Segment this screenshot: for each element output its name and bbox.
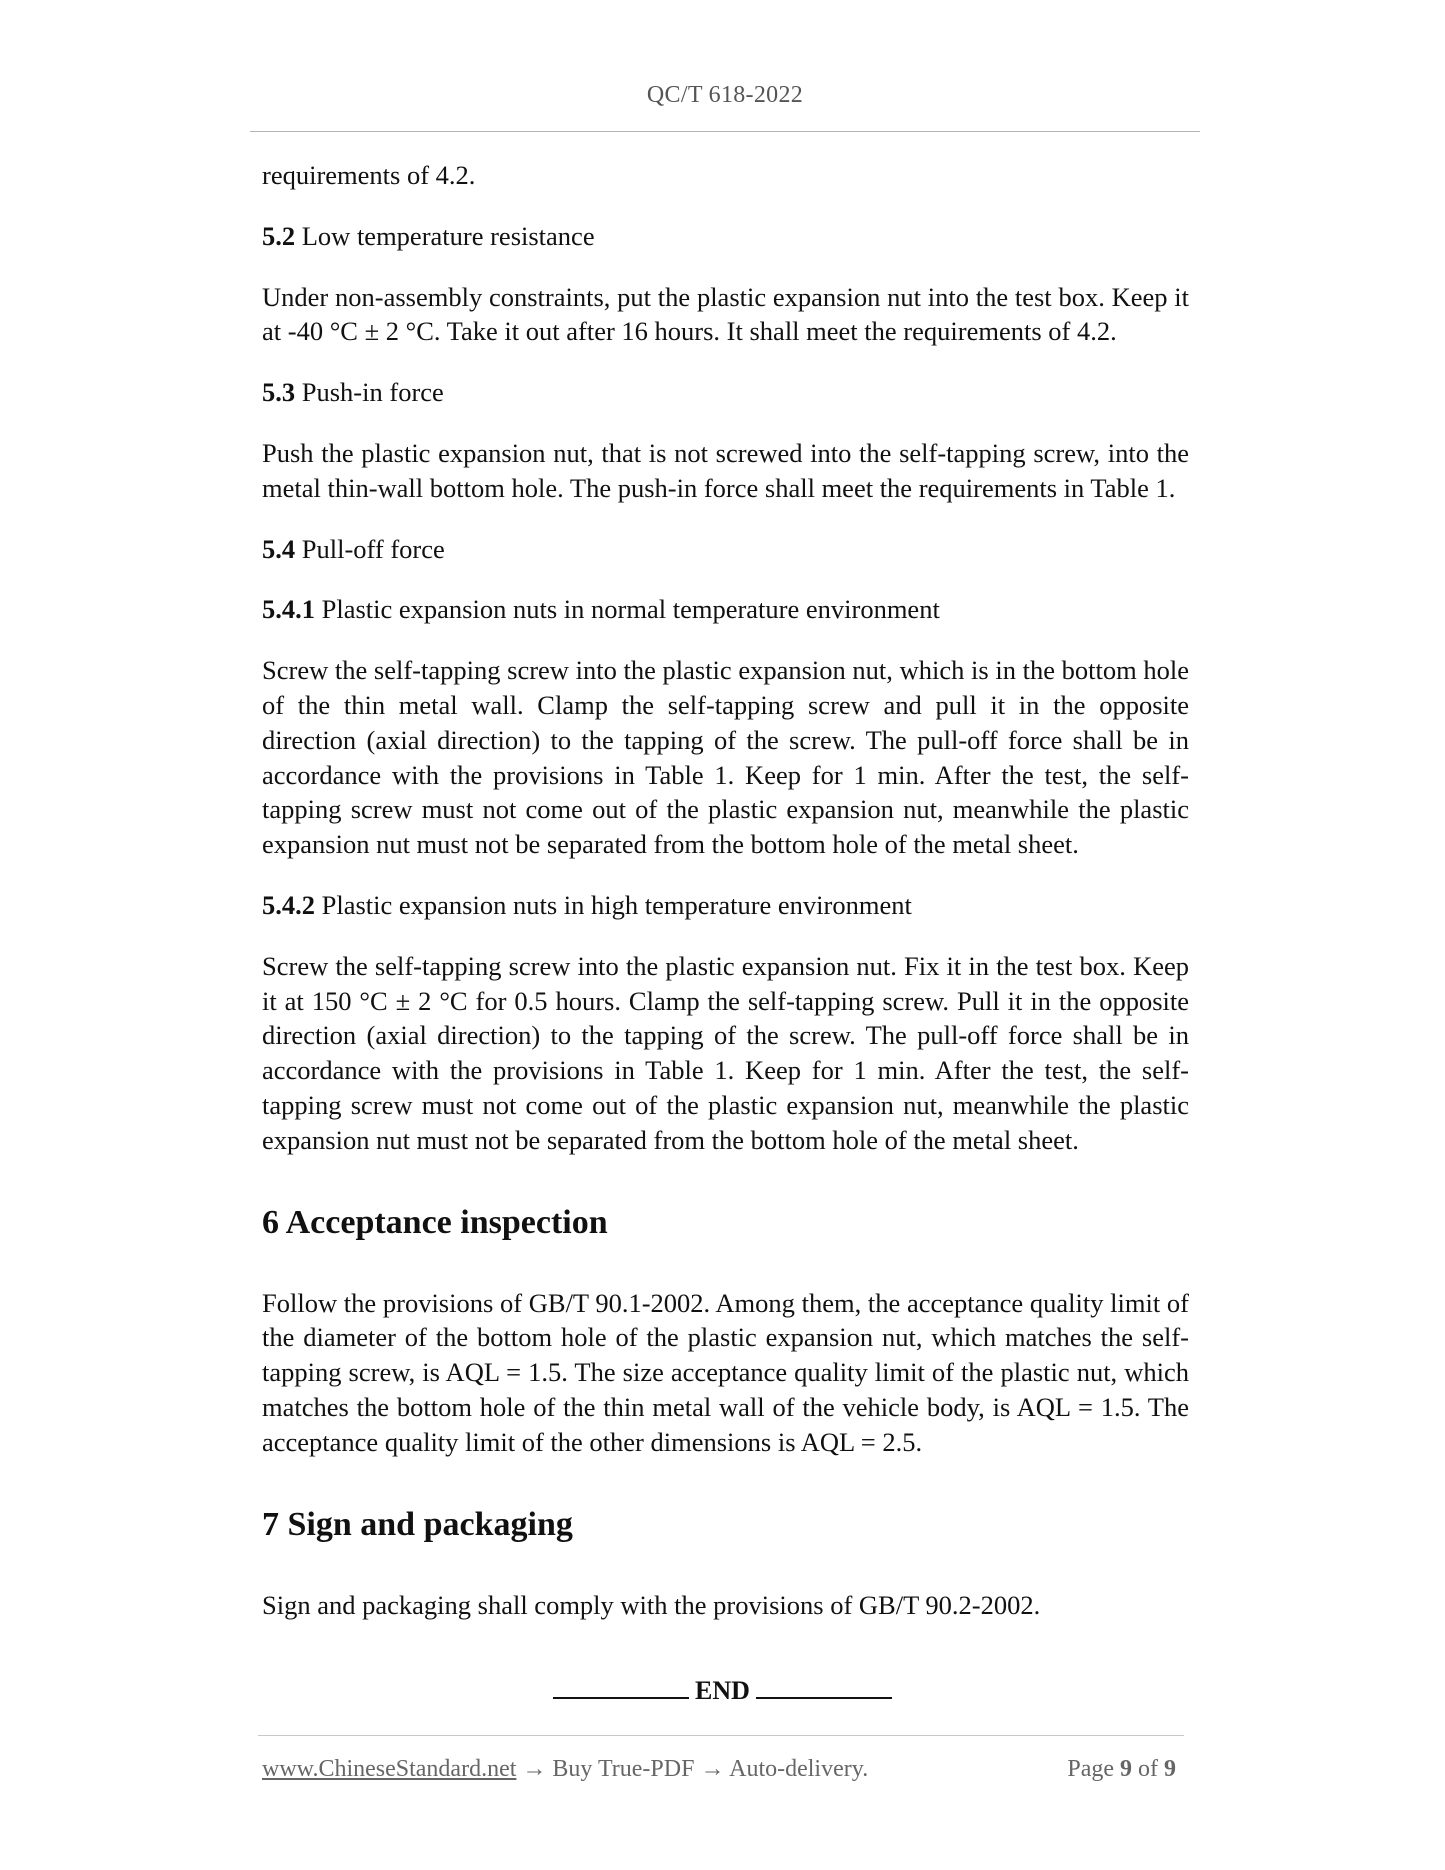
end-text: END [695, 1676, 750, 1705]
clause-5-3-heading [262, 375, 1189, 410]
clause-5-4-heading [262, 532, 1189, 567]
clause-title: Low temperature resistance [301, 220, 595, 251]
page-total: 9 [1164, 1756, 1176, 1782]
clause-number: 5.4.2 [262, 889, 315, 920]
paragraph-5-3: Push the plastic expansion nut, that is not screwed into the self-tapping screw, into the metal thin-wall bottom hole. The push-in force shall meet the requirements in Table 1. [262, 437, 1189, 503]
promo-text: → Buy True-PDF → Auto-delivery. [516, 1756, 869, 1782]
section-6-heading: 6 Acceptance inspection [262, 1203, 608, 1241]
clause-5-4-2-heading [262, 888, 1189, 923]
paragraph-7: Sign and packaging shall comply with the provisions of GB/T 90.2-2002. [262, 1589, 1041, 1620]
paragraph-5-4-1: Screw the self-tapping screw into the plastic expansion nut, which is in the bottom hole of the thin metal wall. Clamp the self-tapping screw and pull it in the opposite direction (axial direction) to the tapping of the screw. The pull-off force shall be in accordance with the provisions in Table 1. Keep for 1 min. After the test, the self-tapping screw must not come out of the plastic expansion nut, meanwhile the plastic expansion nut must not be separated from the bottom hole of the metal sheet. [262, 655, 1189, 860]
clause-title: Plastic expansion nuts in normal temperature environment [321, 594, 940, 625]
footer-divider [258, 1735, 1184, 1736]
clause-5-4-1-heading [262, 592, 1189, 627]
clause-title: Push-in force [301, 377, 444, 408]
paragraph-5-4-2: Screw the self-tapping screw into the plastic expansion nut. Fix it in the test box. Keep it at 150 °C ± 2 °C for 0.5 hours. Clamp the self-tapping screw. Pull it in the opposite direction (axial direction) to the tapping of the screw. The pull-off force shall be in accordance with the provisions in Table 1. Keep for 1 min. After the test, the self-tapping screw must not come out of the plastic expansion nut, meanwhile the plastic expansion nut must not be separated from the bottom hole of the metal sheet. [262, 950, 1189, 1155]
clause-number: 5.3 [262, 377, 296, 408]
page-footer [262, 1756, 1182, 1783]
end-rule-left [553, 1677, 689, 1699]
website-link[interactable]: www.ChineseStandard.net [262, 1756, 517, 1782]
clause-5-2-heading [262, 219, 1189, 254]
page-current: 9 [1120, 1756, 1132, 1782]
end-rule-right [756, 1677, 892, 1699]
header-divider [250, 131, 1200, 132]
clause-title: Plastic expansion nuts in high temperature environment [321, 889, 912, 920]
page-header: QC/T 618-2022 [646, 82, 804, 108]
page-label: Page [1067, 1756, 1114, 1782]
clause-title: Pull-off force [301, 533, 445, 564]
of-label: of [1138, 1756, 1158, 1782]
clause-number: 5.4.1 [262, 594, 315, 625]
document-body [262, 158, 1189, 1648]
paragraph-6: Follow the provisions of GB/T 90.1-2002. Among them, the acceptance quality limit of the diameter of the bottom hole of the plastic expansion nut, which matches the self-tapping screw, is AQL = 1.5. The size acceptance quality limit of the plastic nut, which matches the bottom hole of the thin metal wall of the vehicle body, is AQL = 1.5. The acceptance quality limit of the other dimensions is AQL = 2.5. [262, 1287, 1189, 1457]
page-number [1067, 1756, 1182, 1783]
end-marker [0, 1676, 1445, 1706]
paragraph-continuation: requirements of 4.2. [262, 160, 476, 190]
paragraph-5-2: Under non-assembly constraints, put the plastic expansion nut into the test box. Keep it at -40 °C ± 2 °C. Take it out after 16 hours. It shall meet the requirements of 4.2. [262, 281, 1189, 347]
clause-number: 5.4 [262, 533, 296, 564]
section-7-heading: 7 Sign and packaging [262, 1505, 573, 1543]
clause-number: 5.2 [262, 220, 296, 251]
